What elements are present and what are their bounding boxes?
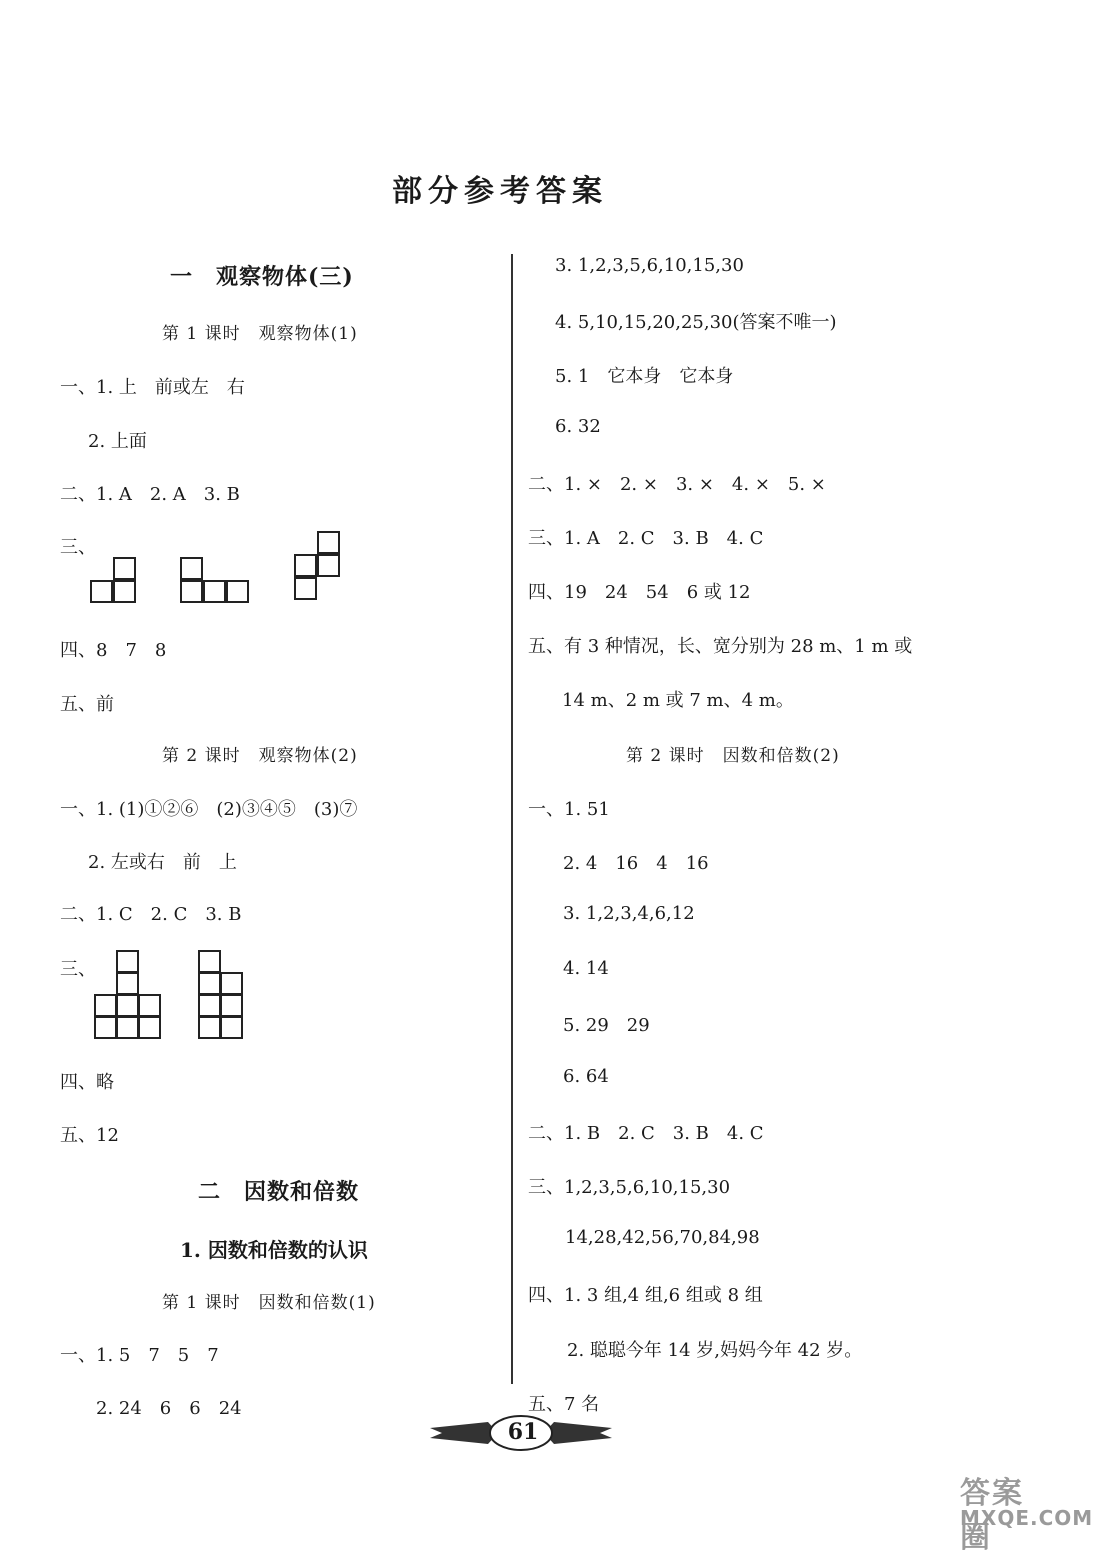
answer-line: 五、有 3 种情况，长、宽分别为 28 m、1 m 或 [528,636,913,657]
answer-line: 二、1. × 2. × 3. × 4. × 5. × [528,474,826,495]
answer-line: 2. 上面 [88,431,147,452]
answer-line: 6. 64 [563,1066,609,1087]
page-title: 部分参考答案 [392,174,608,209]
answer-line: 2. 左或右 前 上 [88,852,237,873]
answer-label: 三、 [60,537,96,558]
lesson2-title: 第 2 课时 观察物体(2) [162,746,358,766]
answer-line: 3. 1,2,3,4,6,12 [563,903,695,924]
answer-label: 三、 [60,959,96,980]
page-number: 61 [507,1419,539,1445]
watermark-logo-text: 答案圈 [960,1476,1024,1555]
lesson3-title: 第 1 课时 因数和倍数(1) [162,1293,376,1313]
block-view-figure-4 [94,950,160,1038]
answer-line: 五、前 [60,694,114,715]
block-view-figure-3 [294,531,342,603]
column-divider [511,254,513,1384]
answer-line: 四、略 [60,1072,114,1093]
answer-line: 三、1,2,3,5,6,10,15,30 [528,1177,731,1198]
unit2-title: 二 因数和倍数 [198,1179,360,1205]
answer-line: 四、8 7 8 [60,640,167,661]
answer-line: 4. 5,10,15,20,25,30(答案不唯一) [555,312,837,333]
answer-line: 2. 24 6 6 24 [96,1398,242,1419]
answer-line: 2. 聪聪今年 14 岁,妈妈今年 42 岁。 [567,1340,863,1361]
answer-line: 2. 4 16 4 16 [563,853,709,874]
answer-line: 三、1. A 2. C 3. B 4. C [528,528,764,549]
unit1-title: 一 观察物体(三) [170,264,354,290]
section1-title: 1. 因数和倍数的认识 [180,1238,368,1262]
answer-line: 一、1. 5 7 5 7 [60,1345,219,1366]
lesson4-title: 第 2 课时 因数和倍数(2) [626,746,840,766]
answer-line: 四、19 24 54 6 或 12 [528,582,751,603]
answer-line: 二、1. C 2. C 3. B [60,904,242,925]
answer-line: 3. 1,2,3,5,6,10,15,30 [555,255,744,276]
answer-line: 四、1. 3 组,4 组,6 组或 8 组 [528,1285,763,1306]
watermark-url: MXQE.COM [960,1506,1093,1530]
answer-line: 五、7 名 [528,1394,600,1415]
answer-line: 6. 32 [555,416,601,437]
block-view-figure-1 [90,557,138,605]
answer-line: 二、1. B 2. C 3. B 4. C [528,1123,764,1144]
answer-line: 一、1. 上 前或左 右 [60,377,245,398]
answer-line: 5. 1 它本身 它本身 [555,366,734,387]
lesson1-title: 第 1 课时 观察物体(1) [162,324,358,344]
answer-line: 一、1. 51 [528,799,610,820]
answer-line: 5. 29 29 [563,1015,650,1036]
answer-line: 五、12 [60,1125,119,1146]
answer-line: 4. 14 [563,958,609,979]
answer-line: 14,28,42,56,70,84,98 [565,1227,760,1248]
answer-line: 二、1. A 2. A 3. B [60,484,240,505]
block-view-figure-2 [180,557,252,605]
site-watermark [960,1468,1093,1555]
block-view-figure-5 [198,950,242,1038]
answer-line: 14 m、2 m 或 7 m、4 m。 [562,690,794,711]
answer-line: 一、1. (1)①②⑥ (2)③④⑤ (3)⑦ [60,799,358,820]
